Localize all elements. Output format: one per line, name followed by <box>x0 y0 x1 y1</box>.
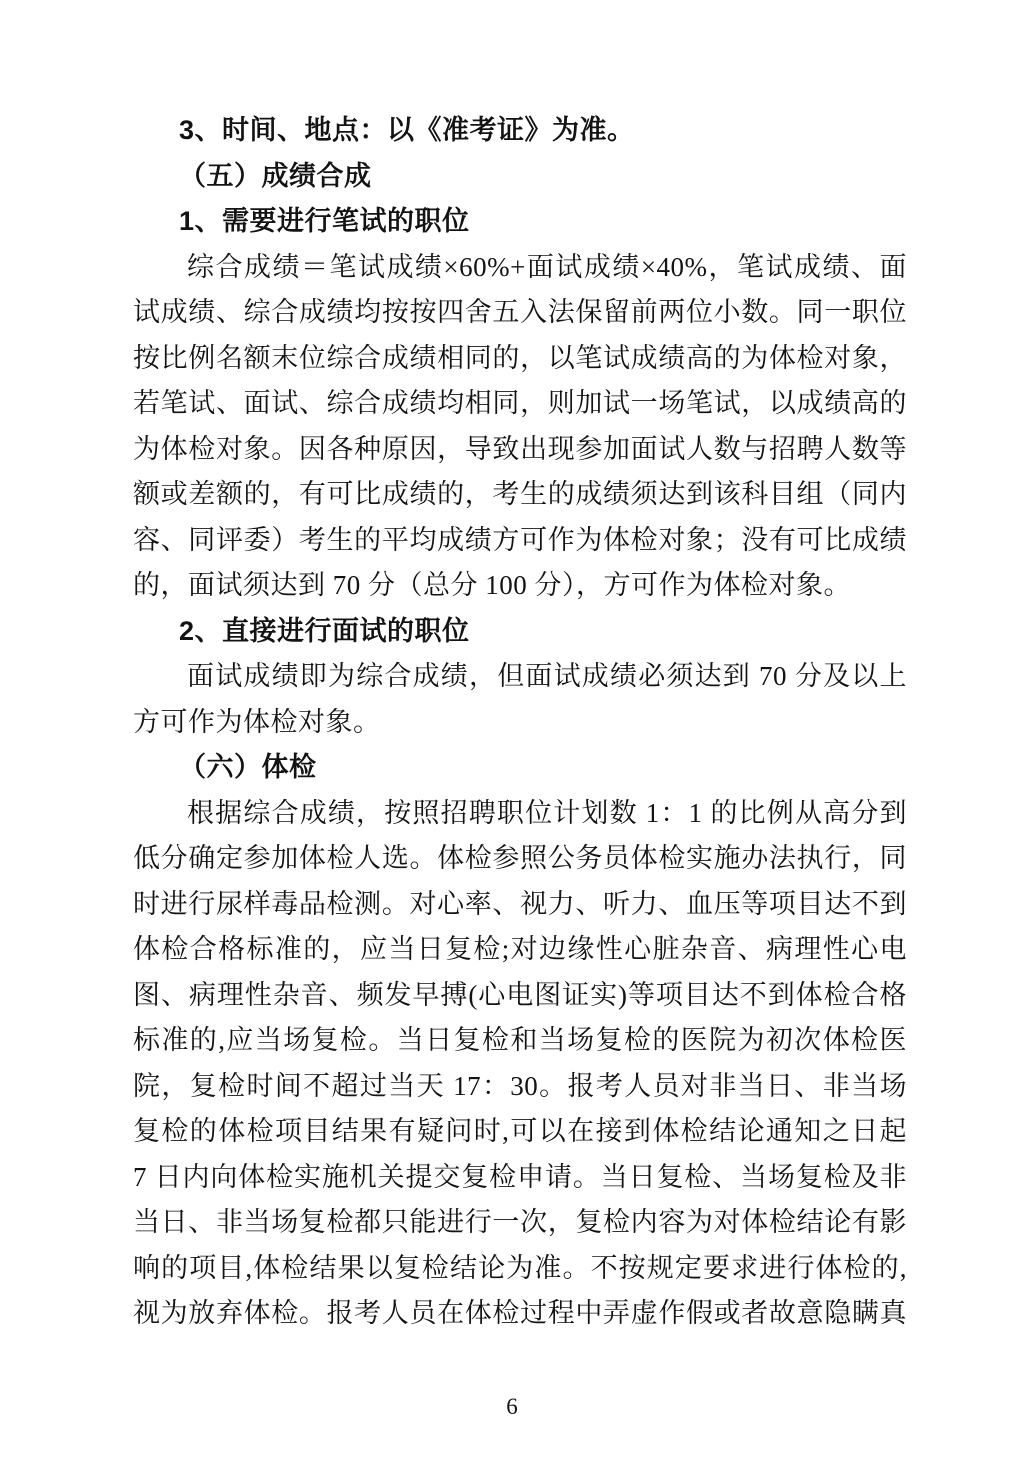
text-line: 视为放弃体检。报考人员在体检过程中弄虚作假或者故意隐瞒真 <box>133 1298 907 1328</box>
text-line: 综合成绩＝笔试成绩×60%+面试成绩×40%，笔试成绩、面 <box>187 251 907 282</box>
text-line: 标准的,应当场复检。当日复检和当场复检的医院为初次体检医 <box>133 1025 907 1055</box>
section-heading-score-composition: （五）成绩合成 <box>179 160 372 191</box>
text-line: 院，复检时间不超过当天 17：30。报考人员对非当日、非当场 <box>133 1070 907 1101</box>
text-line: 额或差额的，有可比成绩的，考生的成绩须达到该科目组（同内 <box>133 479 907 509</box>
text-line: 容、同评委）考生的平均成绩方可作为体检对象；没有可比成绩 <box>133 524 907 555</box>
text-line: 的，面试须达到 70 分（总分 100 分），方可作为体检对象。 <box>133 570 851 600</box>
text-line: 为体检对象。因各种原因，导致出现参加面试人数与招聘人数等 <box>133 433 907 464</box>
text-line: 响的项目,体检结果以复检结论为准。不按规定要求进行体检的, <box>133 1252 907 1283</box>
document-body <box>133 108 907 1337</box>
subsection-heading-time-place: 3、时间、地点：以《准考证》为准。 <box>179 115 635 145</box>
text-line: 体检合格标准的，应当日复检;对边缘性心脏杂音、病理性心电 <box>133 934 907 964</box>
text-line: 时进行尿样毒品检测。对心率、视力、听力、血压等项目达不到 <box>133 888 907 919</box>
text-line: 按比例名额末位综合成绩相同的，以笔试成绩高的为体检对象， <box>133 342 907 373</box>
subsection-heading-direct-interview-positions: 2、直接进行面试的职位 <box>179 615 470 646</box>
paragraph-score-formula <box>133 245 907 609</box>
text-line: 方可作为体检对象。 <box>133 706 381 737</box>
text-line: 根据综合成绩，按照招聘职位计划数 1：1 的比例从高分到 <box>187 797 907 828</box>
text-line: 7 日内向体检实施机关提交复检申请。当日复检、当场复检及非 <box>133 1161 907 1192</box>
text-line: 试成绩、综合成绩均按按四舍五入法保留前两位小数。同一职位 <box>133 297 907 327</box>
page-number: 6 <box>506 1394 518 1419</box>
section-heading-physical-exam: （六）体检 <box>179 752 317 782</box>
paragraph-physical-exam <box>133 791 907 1337</box>
text-line: 若笔试、面试、综合成绩均相同，则加试一场笔试，以成绩高的 <box>133 388 907 418</box>
subsection-heading-written-test-positions: 1、需要进行笔试的职位 <box>179 206 470 236</box>
paragraph-interview-score <box>133 654 907 745</box>
text-line: 面试成绩即为综合成绩，但面试成绩必须达到 70 分及以上 <box>187 661 907 691</box>
text-line: 低分确定参加体检人选。体检参照公务员体检实施办法执行，同 <box>133 843 907 873</box>
text-line: 当日、非当场复检都只能进行一次，复检内容为对体检结论有影 <box>133 1207 907 1237</box>
text-line: 图、病理性杂音、频发早搏(心电图证实)等项目达不到体检合格 <box>133 979 907 1010</box>
text-line: 复检的体检项目结果有疑问时,可以在接到体检结论通知之日起 <box>133 1116 907 1146</box>
